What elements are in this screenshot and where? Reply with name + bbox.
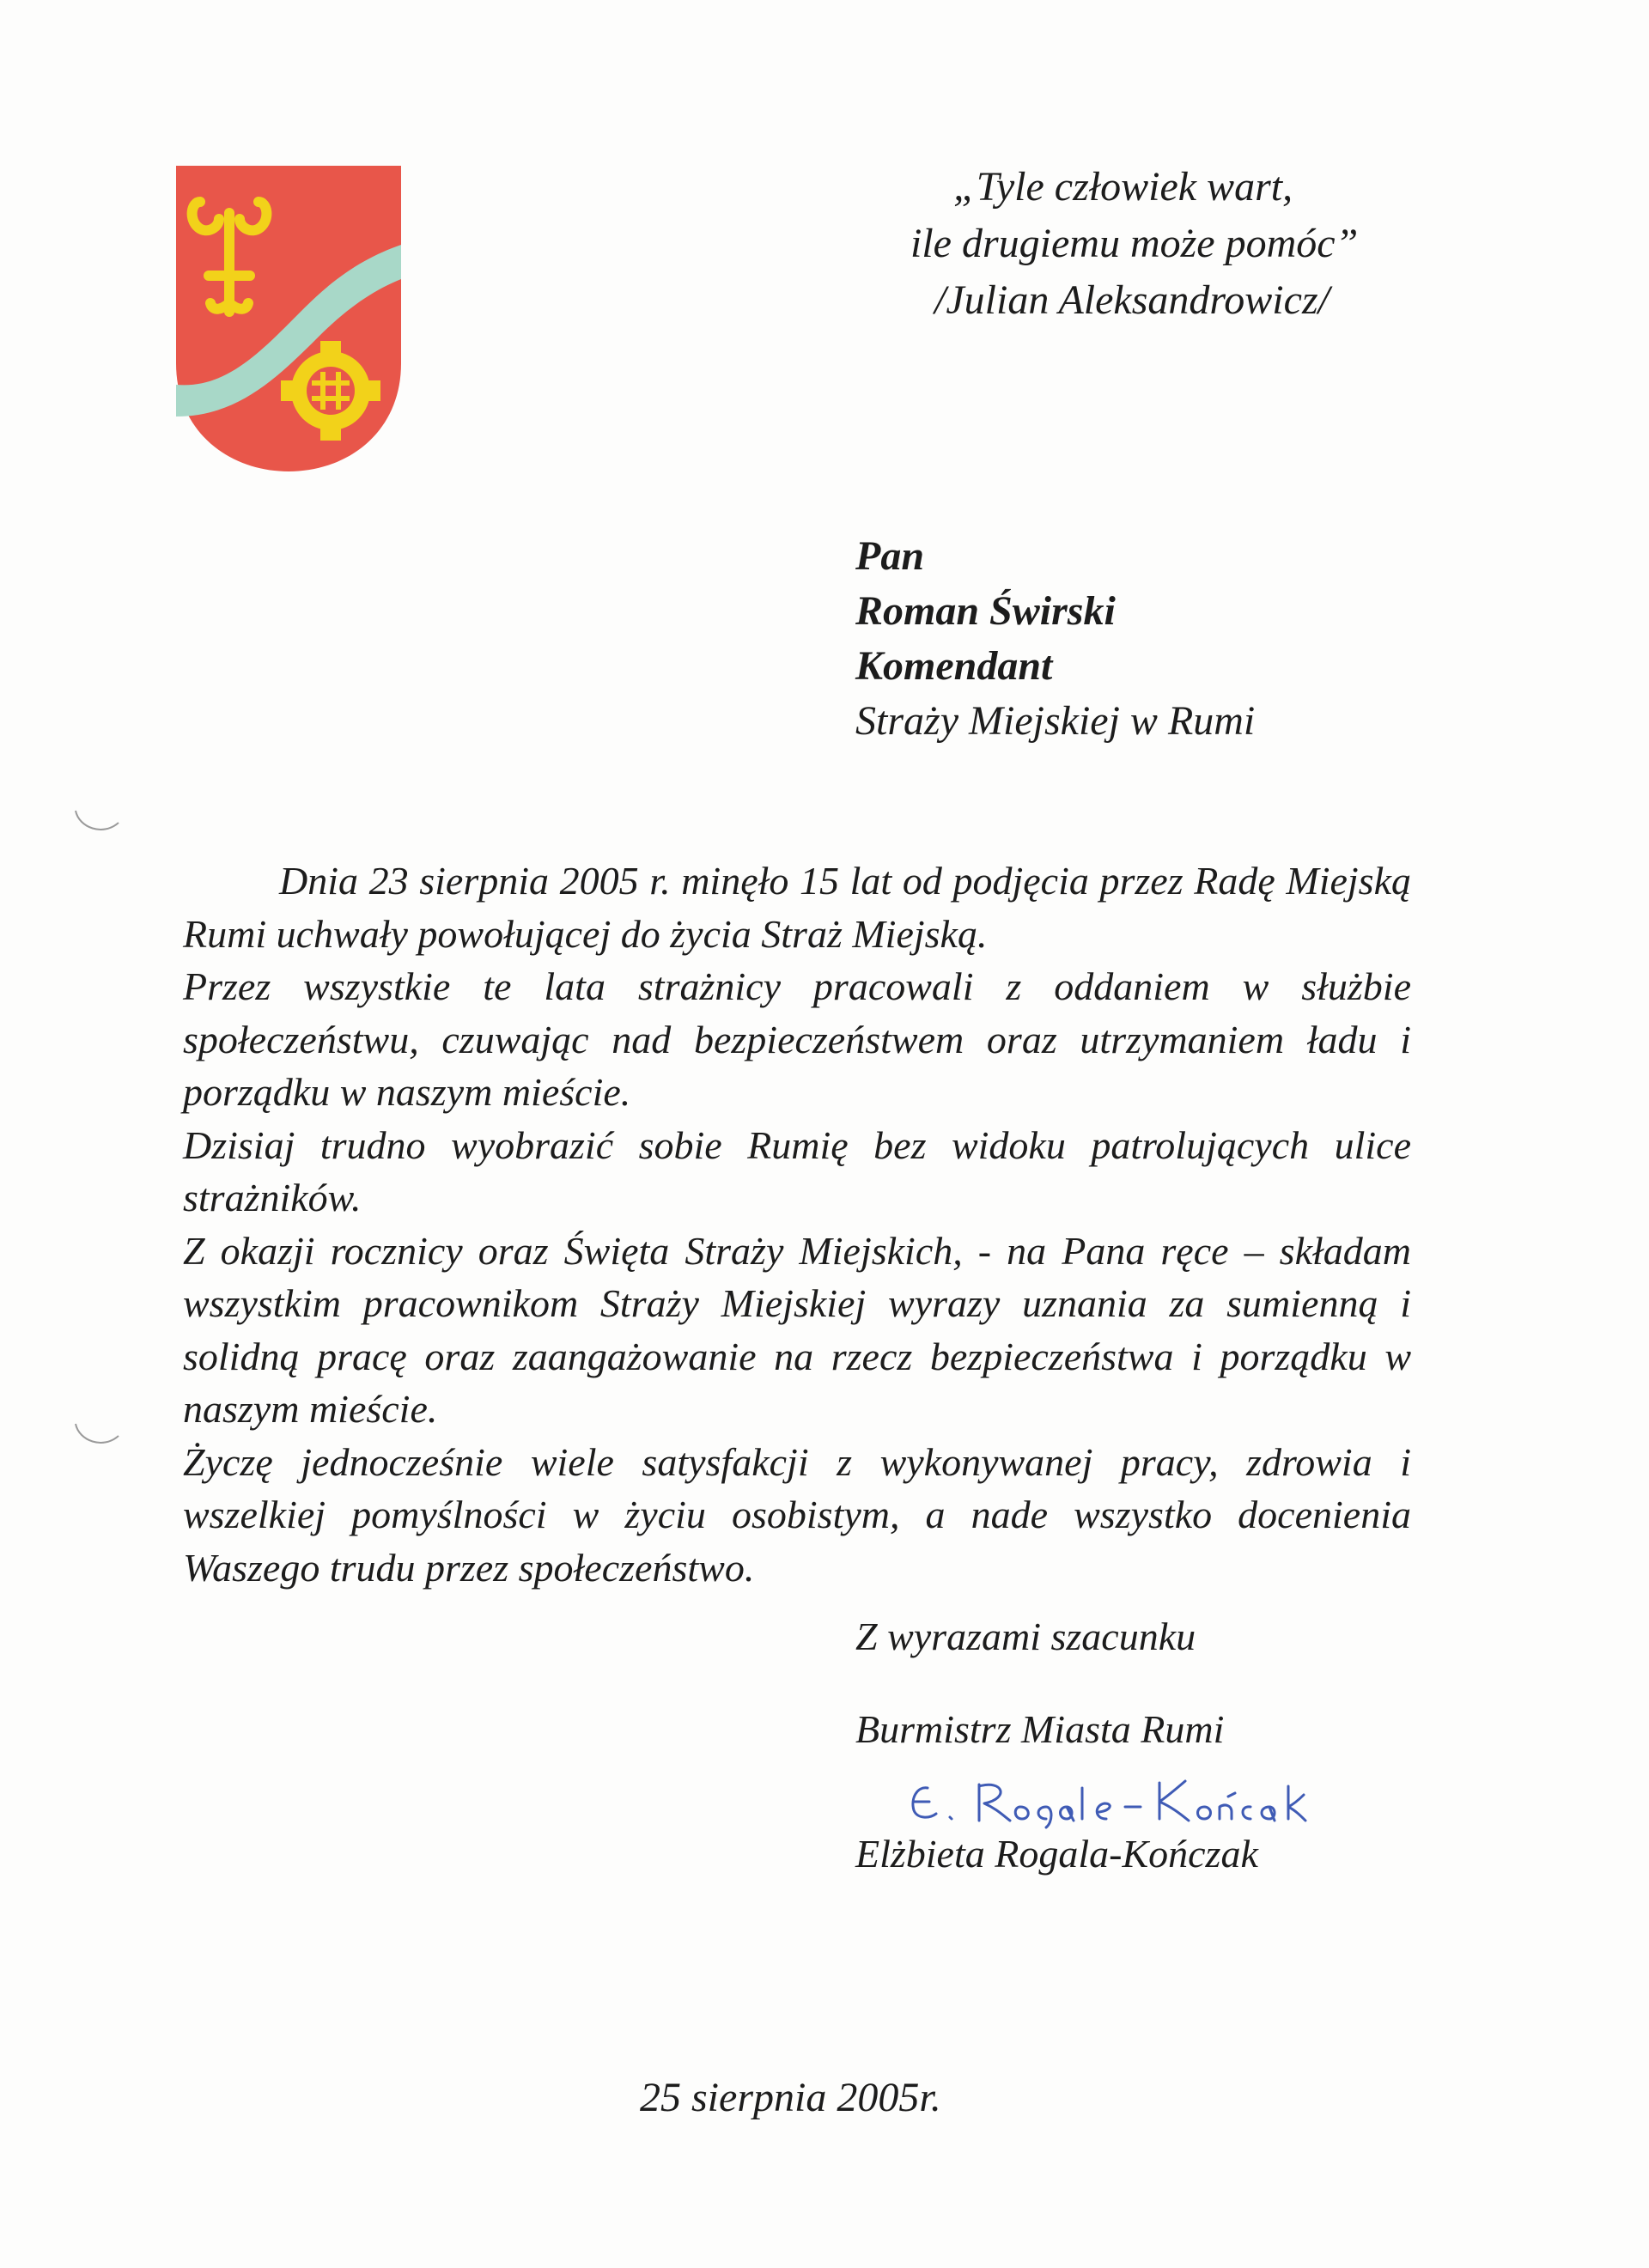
signer-title: Burmistrz Miasta Rumi [855,1707,1225,1751]
addressee-block [855,529,1543,749]
addressee-name: Roman Świrski [855,588,1116,634]
body-paragraph: Z okazji rocznicy oraz Święta Straży Miejskich, - na Pana ręce – składam wszystkim pracownikom Straży Miejskiej wyrazy uznania za sumienną i solidną pracę oraz zaangażowanie na rzecz bezpieczeństwa i porządku w naszym mieście. [183,1228,1411,1431]
motto-line: ile drugiemu może pomóc” [910,221,1359,266]
body-paragraph: Życzę jednocześnie wiele satysfakcji z wykonywanej pracy, zdrowia i wszelkiej pomyślności w życiu osobistym, a nade wszystko docenienia Waszego trudu przez społeczeństwo. [183,1439,1411,1590]
body-paragraph: Przez wszystkie te lata strażnicy pracowali z oddaniem w służbie społeczeństwu, czuwając nad bezpieczeństwem oraz utrzymaniem ładu i porządku w naszym mieście. [183,964,1411,1114]
body-paragraph: Dzisiaj trudno wyobrazić sobie Rumię bez widoku patrolujących ulice strażników. [183,1122,1411,1219]
handwritten-signature [902,1769,1314,1831]
closing-regards: Z wyrazami szacunku [855,1614,1196,1658]
addressee-position: Komendant [855,643,1053,689]
closing-block [855,1610,1457,1756]
punch-hole-icon [70,1419,122,1453]
letter-body [183,854,1411,1594]
body-paragraph: Dnia 23 sierpnia 2005 r. minęło 15 lat od podjęcia przez Radę Miejską Rumi uchwały powołującej do życia Straż Miejską. [183,859,1411,956]
coat-of-arms-icon [176,166,401,471]
signer-name: Elżbieta Rogala-Kończak [855,1832,1258,1876]
motto-quote [910,159,1512,329]
letter-date: 25 sierpnia 2005r. [640,2075,941,2120]
punch-hole-icon [70,806,122,840]
addressee-institution: Straży Miejskiej w Rumi [855,698,1256,744]
motto-line: „Tyle człowiek wart, [953,164,1293,210]
addressee-salutation: Pan [855,533,925,579]
motto-author: /Julian Aleksandrowicz/ [934,277,1330,323]
